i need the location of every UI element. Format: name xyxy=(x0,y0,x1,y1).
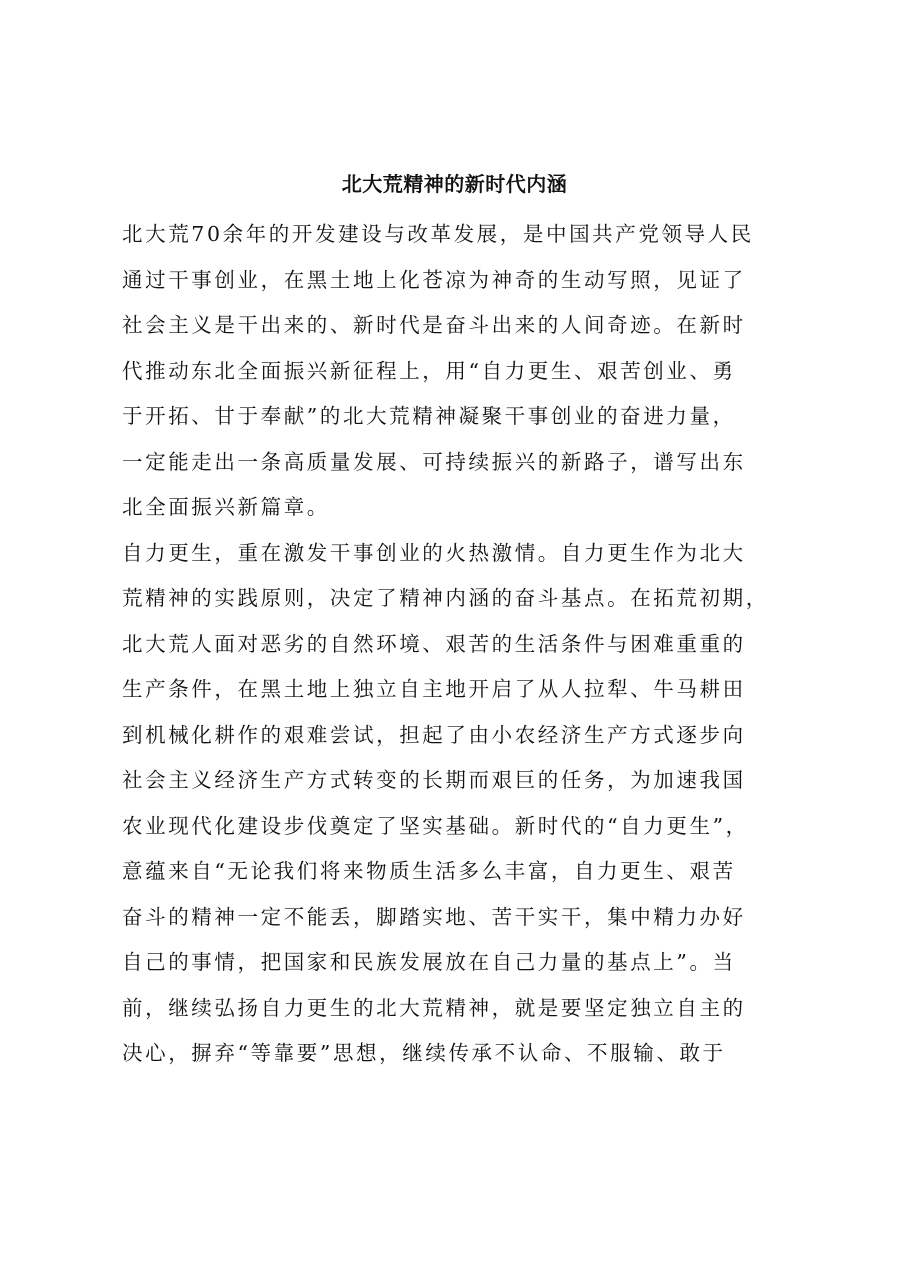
text-line: 社会主义是干出来的、新时代是奋斗出来的人间奇迹。在新时 xyxy=(122,313,746,337)
text-line: 社会主义经济生产方式转变的长期而艰巨的任务，为加速我国 xyxy=(122,768,746,792)
document-body xyxy=(122,212,802,1077)
text-line: 自力更生，重在激发干事创业的火热激情。自力更生作为北大 xyxy=(122,540,746,565)
text-line: 于开拓、甘于奉献”的北大荒精神凝聚干事创业的奋进力量， xyxy=(122,404,736,428)
text-line: 决心，摒弃“等靠要”思想，继续传承不认命、不服输、敢于 xyxy=(122,1041,726,1065)
text-line: 前，继续弘扬自力更生的北大荒精神，就是要坚定独立自主的 xyxy=(122,995,746,1020)
text-line: 荒精神的实践原则，决定了精神内涵的奋斗基点。在拓荒初期， xyxy=(122,586,769,610)
text-line: 北大荒70余年的开发建设与改革发展，是中国共产党领导人民 xyxy=(122,222,754,246)
text-line: 通过干事创业，在黑土地上化苍凉为神奇的生动写照，见证了 xyxy=(122,267,746,292)
text-line: 到机械化耕作的艰难尝试，担起了由小农经济生产方式逐步向 xyxy=(122,722,746,747)
text-line: 生产条件，在黑土地上独立自主地开启了从人拉犁、牛马耕田 xyxy=(122,677,746,701)
text-line: 意蕴来自“无论我们将来物质生活多么丰富，自力更生、艰苦 xyxy=(122,859,736,883)
text-line: 一定能走出一条高质量发展、可持续振兴的新路子，谱写出东 xyxy=(122,449,746,474)
text-line: 自己的事情，把国家和民族发展放在自己力量的基点上”。当 xyxy=(122,950,736,974)
text-line: 北全面振兴新篇章。 xyxy=(122,495,330,519)
document-title: 北大荒精神的新时代内涵 xyxy=(341,172,568,196)
text-line: 农业现代化建设步伐奠定了坚实基础。新时代的“自力更生”， xyxy=(122,813,749,838)
text-line: 代推动东北全面振兴新征程上，用“自力更生、艰苦创业、勇 xyxy=(122,358,736,383)
text-line: 北大荒人面对恶劣的自然环境、艰苦的生活条件与困难重重的 xyxy=(122,631,746,656)
text-line: 奋斗的精神一定不能丢，脚踏实地、苦干实干，集中精力办好 xyxy=(122,904,746,929)
